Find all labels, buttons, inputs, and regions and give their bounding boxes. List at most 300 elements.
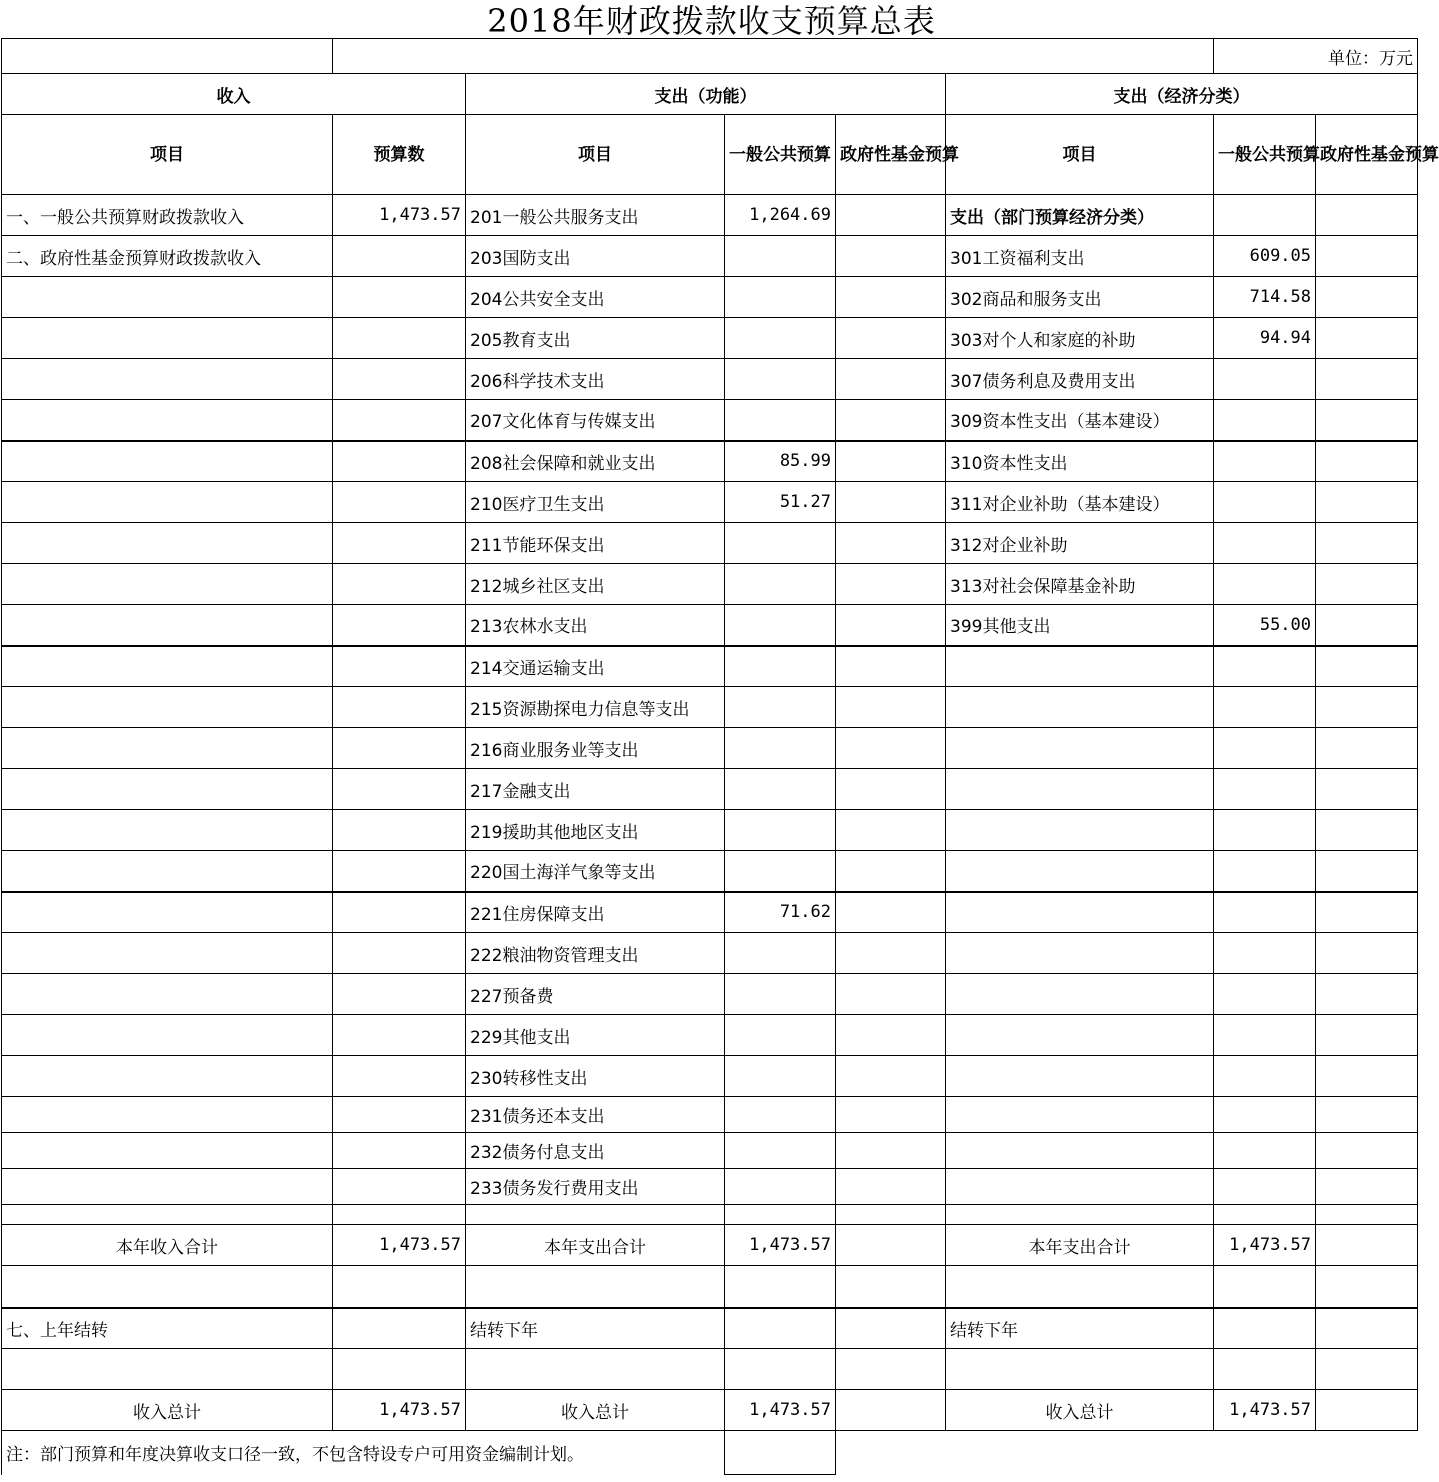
- func-general-cell: [725, 359, 836, 400]
- footnote: 注：部门预算和年度决算收支口径一致，不包含特设专户可用资金编制计划。: [2, 1431, 725, 1475]
- total-econ-label: 本年支出合计: [946, 1225, 1214, 1266]
- table-row: [2, 687, 1418, 728]
- econ-fund-cell: [1316, 769, 1418, 810]
- func-general-cell: [725, 810, 836, 851]
- section-row: [2, 74, 1418, 115]
- income-item-cell: [2, 318, 333, 359]
- econ-general-cell: [1214, 974, 1316, 1015]
- econ-general-cell: 55.00: [1214, 605, 1316, 646]
- func-item-cell: 204公共安全支出: [466, 277, 725, 318]
- carry-econ-fund: [1316, 1308, 1418, 1349]
- income-budget-cell: [333, 728, 466, 769]
- func-general-cell: [725, 236, 836, 277]
- econ-item-cell: [946, 1097, 1214, 1133]
- empty-cell: [1316, 1349, 1418, 1390]
- income-budget-cell: [333, 851, 466, 892]
- income-budget-cell: [333, 441, 466, 482]
- func-fund-cell: [836, 195, 946, 236]
- func-item-cell: 211节能环保支出: [466, 523, 725, 564]
- econ-general-cell: [1214, 1097, 1316, 1133]
- empty-cell: [725, 1266, 836, 1308]
- econ-fund-cell: [1316, 195, 1418, 236]
- col-econ-fund: 政府性基金预算: [1316, 115, 1418, 195]
- unit-row: [2, 39, 1418, 74]
- func-general-cell: [725, 1015, 836, 1056]
- func-fund-cell: [836, 1097, 946, 1133]
- econ-fund-cell: [1316, 482, 1418, 523]
- total-econ-value: 1,473.57: [1214, 1225, 1316, 1266]
- table-row: [2, 1056, 1418, 1097]
- empty-cell: [836, 1431, 1418, 1475]
- func-item-cell: 210医疗卫生支出: [466, 482, 725, 523]
- total-income-label: 本年收入合计: [2, 1225, 333, 1266]
- econ-fund-cell: [1316, 236, 1418, 277]
- func-general-cell: [725, 1056, 836, 1097]
- empty-cell: [836, 1205, 946, 1225]
- econ-general-cell: [1214, 564, 1316, 605]
- func-general-cell: [725, 400, 836, 441]
- col-func-general: 一般公共预算: [725, 115, 836, 195]
- func-general-cell: 51.27: [725, 482, 836, 523]
- empty-cell: [1316, 1205, 1418, 1225]
- col-income-item: 项目: [2, 115, 333, 195]
- grand-income-value: 1,473.57: [333, 1390, 466, 1431]
- econ-fund-cell: [1316, 523, 1418, 564]
- table-row: [2, 1133, 1418, 1169]
- grand-econ-label: 收入总计: [946, 1390, 1214, 1431]
- econ-general-cell: [1214, 359, 1316, 400]
- econ-fund-cell: [1316, 605, 1418, 646]
- econ-fund-cell: [1316, 1169, 1418, 1205]
- func-item-cell: 212城乡社区支出: [466, 564, 725, 605]
- empty-cell: [946, 1349, 1214, 1390]
- func-item-cell: 222粮油物资管理支出: [466, 933, 725, 974]
- econ-item-cell: [946, 933, 1214, 974]
- income-item-cell: [2, 564, 333, 605]
- income-budget-cell: [333, 564, 466, 605]
- func-general-cell: 85.99: [725, 441, 836, 482]
- econ-general-cell: [1214, 810, 1316, 851]
- col-econ-general: 一般公共预算: [1214, 115, 1316, 195]
- func-fund-cell: [836, 1056, 946, 1097]
- income-item-cell: [2, 482, 333, 523]
- empty-cell: [466, 1266, 725, 1308]
- grand-econ-fund: [1316, 1390, 1418, 1431]
- col-func-fund: 政府性基金预算: [836, 115, 946, 195]
- total-econ-fund: [1316, 1225, 1418, 1266]
- func-item-cell: 215资源勘探电力信息等支出: [466, 687, 725, 728]
- income-budget-cell: [333, 769, 466, 810]
- func-fund-cell: [836, 1133, 946, 1169]
- spacer-row: [2, 1205, 1418, 1225]
- econ-item-cell: [946, 892, 1214, 933]
- income-budget-cell: [333, 1015, 466, 1056]
- income-budget-cell: [333, 236, 466, 277]
- table-row: [2, 851, 1418, 892]
- econ-fund-cell: [1316, 810, 1418, 851]
- econ-item-cell: [946, 769, 1214, 810]
- econ-fund-cell: [1316, 1133, 1418, 1169]
- func-fund-cell: [836, 1169, 946, 1205]
- carry-row: [2, 1308, 1418, 1349]
- func-general-cell: [725, 523, 836, 564]
- empty-cell: [946, 1205, 1214, 1225]
- income-budget-cell: [333, 1169, 466, 1205]
- econ-general-cell: 609.05: [1214, 236, 1316, 277]
- column-header-row: [2, 115, 1418, 195]
- econ-general-cell: [1214, 687, 1316, 728]
- income-budget-cell: [333, 400, 466, 441]
- income-item-cell: [2, 1015, 333, 1056]
- func-fund-cell: [836, 687, 946, 728]
- econ-item-cell: 302商品和服务支出: [946, 277, 1214, 318]
- income-budget-cell: [333, 318, 466, 359]
- empty-cell: [333, 1266, 466, 1308]
- econ-fund-cell: [1316, 1015, 1418, 1056]
- carry-income-label: 七、上年结转: [2, 1308, 333, 1349]
- income-item-cell: [2, 974, 333, 1015]
- econ-fund-cell: [1316, 318, 1418, 359]
- econ-fund-cell: [1316, 277, 1418, 318]
- table-row: [2, 564, 1418, 605]
- col-func-item: 项目: [466, 115, 725, 195]
- table-row: [2, 605, 1418, 646]
- func-general-cell: [725, 687, 836, 728]
- income-item-cell: [2, 933, 333, 974]
- econ-fund-cell: [1316, 1056, 1418, 1097]
- table-row: [2, 523, 1418, 564]
- func-fund-cell: [836, 564, 946, 605]
- func-item-cell: 231债务还本支出: [466, 1097, 725, 1133]
- econ-item-cell: 303对个人和家庭的补助: [946, 318, 1214, 359]
- income-item-cell: [2, 810, 333, 851]
- blank-row: [2, 1349, 1418, 1390]
- econ-general-cell: [1214, 646, 1316, 687]
- econ-item-cell: 309资本性支出（基本建设）: [946, 400, 1214, 441]
- econ-general-cell: [1214, 523, 1316, 564]
- econ-item-cell: 399其他支出: [946, 605, 1214, 646]
- func-general-cell: [725, 1169, 836, 1205]
- econ-general-cell: [1214, 195, 1316, 236]
- grand-func-value: 1,473.57: [725, 1390, 836, 1431]
- col-econ-item: 项目: [946, 115, 1214, 195]
- table-row: [2, 400, 1418, 441]
- section-income: 收入: [2, 74, 466, 115]
- table-row: [2, 277, 1418, 318]
- econ-fund-cell: [1316, 933, 1418, 974]
- income-budget-cell: [333, 605, 466, 646]
- income-budget-cell: [333, 1133, 466, 1169]
- empty-cell: [1316, 1266, 1418, 1308]
- func-item-cell: 233债务发行费用支出: [466, 1169, 725, 1205]
- econ-heading-cell: 支出（部门预算经济分类）: [946, 195, 1214, 236]
- income-budget-cell: [333, 277, 466, 318]
- econ-fund-cell: [1316, 441, 1418, 482]
- income-item-cell: [2, 1133, 333, 1169]
- empty-cell: [333, 1205, 466, 1225]
- col-income-budget: 预算数: [333, 115, 466, 195]
- econ-general-cell: [1214, 1169, 1316, 1205]
- func-item-cell: 221住房保障支出: [466, 892, 725, 933]
- econ-general-cell: [1214, 1056, 1316, 1097]
- empty-cell: [946, 1266, 1214, 1308]
- func-item-cell: 216商业服务业等支出: [466, 728, 725, 769]
- func-general-cell: 71.62: [725, 892, 836, 933]
- empty-cell: [2, 1205, 333, 1225]
- carry-func-fund: [836, 1308, 946, 1349]
- income-item-cell: [2, 277, 333, 318]
- table-row: [2, 728, 1418, 769]
- func-fund-cell: [836, 400, 946, 441]
- blank-row: [2, 1266, 1418, 1308]
- table-row: [2, 646, 1418, 687]
- econ-fund-cell: [1316, 646, 1418, 687]
- table-row: [2, 974, 1418, 1015]
- econ-fund-cell: [1316, 359, 1418, 400]
- econ-item-cell: 307债务利息及费用支出: [946, 359, 1214, 400]
- income-budget-cell: [333, 1056, 466, 1097]
- table-row: [2, 1169, 1418, 1205]
- econ-fund-cell: [1316, 974, 1418, 1015]
- func-fund-cell: [836, 728, 946, 769]
- income-item-cell: [2, 687, 333, 728]
- income-item-cell: [2, 441, 333, 482]
- econ-fund-cell: [1316, 728, 1418, 769]
- income-item-cell: [2, 1097, 333, 1133]
- func-item-cell: 214交通运输支出: [466, 646, 725, 687]
- func-general-cell: [725, 564, 836, 605]
- grand-func-fund: [836, 1390, 946, 1431]
- func-fund-cell: [836, 318, 946, 359]
- func-general-cell: [725, 277, 836, 318]
- econ-item-cell: [946, 687, 1214, 728]
- income-budget-cell: [333, 359, 466, 400]
- econ-item-cell: [946, 810, 1214, 851]
- table-row: [2, 359, 1418, 400]
- func-fund-cell: [836, 810, 946, 851]
- func-general-cell: [725, 769, 836, 810]
- carry-income-value: [333, 1308, 466, 1349]
- income-item-cell: [2, 400, 333, 441]
- income-budget-cell: [333, 933, 466, 974]
- econ-item-cell: [946, 851, 1214, 892]
- grand-total-row: [2, 1390, 1418, 1431]
- table-row: [2, 933, 1418, 974]
- econ-general-cell: [1214, 400, 1316, 441]
- func-item-cell: 213农林水支出: [466, 605, 725, 646]
- func-item-cell: 203国防支出: [466, 236, 725, 277]
- empty-cell: [725, 1349, 836, 1390]
- table-row: [2, 892, 1418, 933]
- econ-item-cell: [946, 728, 1214, 769]
- econ-general-cell: [1214, 1015, 1316, 1056]
- income-item-cell: [2, 728, 333, 769]
- table-row: [2, 482, 1418, 523]
- income-item-cell: [2, 851, 333, 892]
- empty-cell: [333, 1349, 466, 1390]
- income-item-cell: [2, 769, 333, 810]
- income-budget-cell: [333, 687, 466, 728]
- income-item-cell: [2, 1056, 333, 1097]
- func-fund-cell: [836, 605, 946, 646]
- total-income-value: 1,473.57: [333, 1225, 466, 1266]
- econ-general-cell: [1214, 728, 1316, 769]
- table-row: [2, 441, 1418, 482]
- income-budget-cell: [333, 482, 466, 523]
- econ-item-cell: 310资本性支出: [946, 441, 1214, 482]
- total-func-fund: [836, 1225, 946, 1266]
- income-budget-cell: 1,473.57: [333, 195, 466, 236]
- econ-item-cell: 313对社会保障基金补助: [946, 564, 1214, 605]
- func-item-cell: 219援助其他地区支出: [466, 810, 725, 851]
- econ-general-cell: [1214, 769, 1316, 810]
- econ-fund-cell: [1316, 687, 1418, 728]
- func-fund-cell: [836, 769, 946, 810]
- econ-fund-cell: [1316, 892, 1418, 933]
- income-item-cell: [2, 646, 333, 687]
- income-item-cell: [2, 892, 333, 933]
- empty-cell: [725, 1205, 836, 1225]
- section-econ-expenditure: 支出（经济分类）: [946, 74, 1418, 115]
- func-item-cell: 217金融支出: [466, 769, 725, 810]
- func-general-cell: [725, 728, 836, 769]
- econ-general-cell: 94.94: [1214, 318, 1316, 359]
- table-row: [2, 810, 1418, 851]
- func-general-cell: [725, 1097, 836, 1133]
- income-item-cell: 一、一般公共预算财政拨款收入: [2, 195, 333, 236]
- func-fund-cell: [836, 523, 946, 564]
- carry-econ-label: 结转下年: [946, 1308, 1214, 1349]
- econ-item-cell: 311对企业补助（基本建设）: [946, 482, 1214, 523]
- total-func-value: 1,473.57: [725, 1225, 836, 1266]
- func-fund-cell: [836, 1015, 946, 1056]
- total-func-label: 本年支出合计: [466, 1225, 725, 1266]
- func-general-cell: [725, 974, 836, 1015]
- income-budget-cell: [333, 892, 466, 933]
- grand-func-label: 收入总计: [466, 1390, 725, 1431]
- func-general-cell: 1,264.69: [725, 195, 836, 236]
- func-fund-cell: [836, 974, 946, 1015]
- income-item-cell: [2, 1169, 333, 1205]
- income-item-cell: [2, 359, 333, 400]
- func-item-cell: 201一般公共服务支出: [466, 195, 725, 236]
- func-general-cell: [725, 1133, 836, 1169]
- table-row: [2, 318, 1418, 359]
- table-row: [2, 769, 1418, 810]
- func-item-cell: 230转移性支出: [466, 1056, 725, 1097]
- table-row: [2, 236, 1418, 277]
- total-row: [2, 1225, 1418, 1266]
- func-item-cell: 220国土海洋气象等支出: [466, 851, 725, 892]
- econ-item-cell: [946, 1133, 1214, 1169]
- grand-econ-value: 1,473.57: [1214, 1390, 1316, 1431]
- carry-func-label: 结转下年: [466, 1308, 725, 1349]
- econ-general-cell: [1214, 441, 1316, 482]
- income-budget-cell: [333, 523, 466, 564]
- func-general-cell: [725, 318, 836, 359]
- func-fund-cell: [836, 646, 946, 687]
- carry-econ-value: [1214, 1308, 1316, 1349]
- budget-table: [1, 38, 1439, 1475]
- page-title: 2018年财政拨款收支预算总表: [487, 2, 936, 40]
- econ-item-cell: [946, 1169, 1214, 1205]
- func-general-cell: [725, 646, 836, 687]
- func-fund-cell: [836, 892, 946, 933]
- empty-cell: [2, 1349, 333, 1390]
- income-budget-cell: [333, 810, 466, 851]
- income-budget-cell: [333, 974, 466, 1015]
- func-fund-cell: [836, 236, 946, 277]
- econ-item-cell: [946, 1056, 1214, 1097]
- func-fund-cell: [836, 482, 946, 523]
- empty-cell: [836, 1266, 946, 1308]
- func-item-cell: 205教育支出: [466, 318, 725, 359]
- econ-general-cell: [1214, 482, 1316, 523]
- income-budget-cell: [333, 646, 466, 687]
- econ-fund-cell: [1316, 851, 1418, 892]
- table-row: [2, 1097, 1418, 1133]
- func-general-cell: [725, 851, 836, 892]
- empty-cell: [1214, 1349, 1316, 1390]
- income-item-cell: [2, 523, 333, 564]
- grand-income-label: 收入总计: [2, 1390, 333, 1431]
- econ-general-cell: [1214, 933, 1316, 974]
- empty-cell: [466, 1349, 725, 1390]
- empty-cell: [836, 1349, 946, 1390]
- income-item-cell: 二、政府性基金预算财政拨款收入: [2, 236, 333, 277]
- table-row: [2, 195, 1418, 236]
- econ-item-cell: [946, 974, 1214, 1015]
- carry-func-value: [725, 1308, 836, 1349]
- empty-cell: [466, 1205, 725, 1225]
- econ-general-cell: 714.58: [1214, 277, 1316, 318]
- func-item-cell: 206科学技术支出: [466, 359, 725, 400]
- func-general-cell: [725, 933, 836, 974]
- empty-cell: [725, 1431, 836, 1475]
- section-func-expenditure: 支出（功能）: [466, 74, 946, 115]
- econ-item-cell: 301工资福利支出: [946, 236, 1214, 277]
- func-item-cell: 207文化体育与传媒支出: [466, 400, 725, 441]
- econ-general-cell: [1214, 892, 1316, 933]
- econ-fund-cell: [1316, 1097, 1418, 1133]
- table-row: [2, 1015, 1418, 1056]
- note-row: [2, 1431, 1418, 1475]
- econ-item-cell: [946, 646, 1214, 687]
- func-fund-cell: [836, 359, 946, 400]
- func-general-cell: [725, 605, 836, 646]
- func-fund-cell: [836, 851, 946, 892]
- func-fund-cell: [836, 933, 946, 974]
- income-budget-cell: [333, 1097, 466, 1133]
- empty-cell: [2, 1266, 333, 1308]
- econ-general-cell: [1214, 851, 1316, 892]
- unit-label: 单位：万元: [1214, 39, 1418, 74]
- func-item-cell: 229其他支出: [466, 1015, 725, 1056]
- func-fund-cell: [836, 441, 946, 482]
- func-item-cell: 208社会保障和就业支出: [466, 441, 725, 482]
- econ-general-cell: [1214, 1133, 1316, 1169]
- econ-fund-cell: [1316, 400, 1418, 441]
- func-fund-cell: [836, 277, 946, 318]
- func-item-cell: 227预备费: [466, 974, 725, 1015]
- econ-item-cell: [946, 1015, 1214, 1056]
- empty-cell: [1214, 1205, 1316, 1225]
- func-item-cell: 232债务付息支出: [466, 1133, 725, 1169]
- empty-cell: [1214, 1266, 1316, 1308]
- income-item-cell: [2, 605, 333, 646]
- econ-fund-cell: [1316, 564, 1418, 605]
- econ-item-cell: 312对企业补助: [946, 523, 1214, 564]
